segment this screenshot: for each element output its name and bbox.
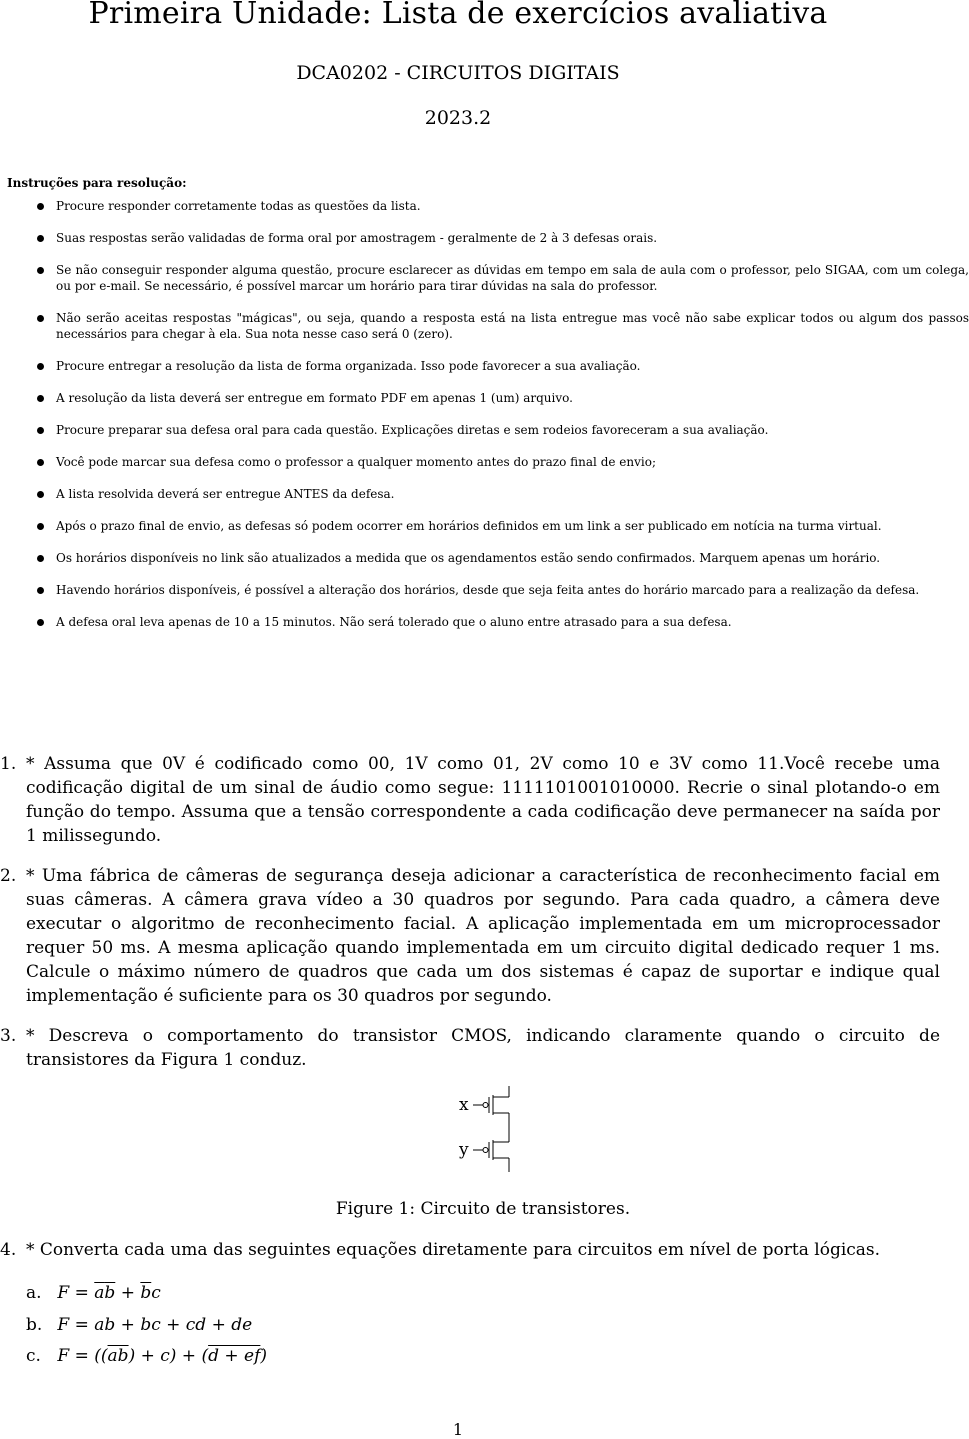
list-item [0, 454, 969, 470]
pmos-transistor-bottom [473, 1140, 509, 1172]
label-y: y [459, 1140, 469, 1160]
bullet-icon [37, 203, 44, 210]
bullet-icon [37, 523, 44, 530]
bullet-icon [37, 267, 44, 274]
bullet-icon [37, 491, 44, 498]
equation-label: b. [26, 1315, 43, 1335]
list-item [0, 310, 969, 342]
question-3 [0, 1024, 940, 1072]
course-code: DCA0202 - CIRCUITOS DIGITAIS [296, 62, 620, 84]
list-item [0, 198, 969, 214]
question-number: 2. [0, 866, 17, 886]
list-item [0, 390, 969, 406]
bullet-icon [37, 587, 44, 594]
equation-b [26, 1315, 252, 1335]
figure-caption: Figure 1: Circuito de transistores. [335, 1199, 631, 1219]
instruction-text: Os horários disponíveis no link são atualizados a medida que os agendamentos estão sendo confirmados. Marquem apenas um horário. [56, 551, 881, 565]
instruction-text: Suas respostas serão validadas de forma oral por amostragem - geralmente de 2 à 3 defesas orais. [56, 231, 658, 245]
equation-label: a. [26, 1283, 42, 1303]
instruction-text: A defesa oral leva apenas de 10 a 15 minutos. Não será tolerado que o aluno entre atrasado para a sua defesa. [56, 615, 732, 629]
instruction-text: Se não conseguir responder alguma questão, procure esclarecer as dúvidas em tempo em sala de aula com o professor, pelo SIGAA, com um colega, ou por e-mail. Se necessário, é possível marcar um horário para tirar dúvidas na sala do professor. [56, 263, 969, 293]
bullet-icon [37, 315, 44, 322]
bullet-icon [37, 459, 44, 466]
instruction-text: Procure preparar sua defesa oral para cada questão. Explicações diretas e sem rodeios favoreceram a sua avaliação. [56, 423, 769, 437]
term: 2023.2 [424, 107, 492, 129]
bullet-icon [37, 555, 44, 562]
instruction-text: A resolução da lista deverá ser entregue em formato PDF em apenas 1 (um) arquivo. [56, 391, 573, 405]
pmos-transistor-top [473, 1086, 509, 1140]
bullet-icon [37, 235, 44, 242]
instructions-list [0, 198, 969, 646]
instruction-text: Não serão aceitas respostas "mágicas", ou seja, quando a resposta está na lista entregue mas você não sabe explicar todos ou algum dos passos necessários para chegar à ela. Sua nota nesse caso será 0 (zero). [56, 311, 969, 341]
equation-expression: $F = ((\overline{ab}) + c) + (d + ef)$ [57, 1346, 268, 1366]
equation-expression: $F = \overline{a}\overline{b} + \overline{b}c$ [57, 1283, 161, 1303]
instruction-text: Havendo horários disponíveis, é possível a alteração dos horários, desde que seja feita antes do horário marcado para a realização da defesa. [56, 583, 920, 597]
instructions-heading: Instruções para resolução: [7, 176, 187, 190]
list-item [0, 230, 969, 246]
document-title: Primeira Unidade: Lista de exercícios avaliativa [88, 0, 828, 31]
question-text: * Assuma que 0V é codificado como 00, 1V como 01, 2V como 10 e 3V como 11.Você recebe uma codificação digital de um sinal de áudio como segue: 1111101001010000. Recrie o sinal plotando-o em função do tempo. Assuma que a tensão correspondente a cada codificação deve permanecer na saída por 1 milissegundo. [26, 754, 940, 846]
equation-expression: F = ab + bc + cd + de [57, 1315, 253, 1335]
question-1 [0, 752, 940, 848]
list-item [0, 262, 969, 294]
question-number: 1. [0, 754, 17, 774]
list-item [0, 358, 969, 374]
bullet-icon [37, 619, 44, 626]
question-number: 4. [0, 1240, 17, 1260]
question-4 [0, 1238, 940, 1262]
question-number: 3. [0, 1026, 17, 1046]
question-text: * Uma fábrica de câmeras de segurança deseja adicionar a característica de reconhecimento facial em suas câmeras. A câmera grava vídeo a 30 quadros por segundo. Para cada quadro, a câmera deve executar o algoritmo de reconhecimento facial. A aplicação implementada em um microprocessador requer 50 ms. A mesma aplicação quando implementada em um circuito digital dedicado requer 1 ms. Calcule o máximo número de quadros que cada um dos sistemas é capaz de suportar e indique qual implementação é suficiente para os 30 quadros por segundo. [26, 866, 940, 1006]
question-text: * Converta cada uma das seguintes equações diretamente para circuitos em nível de porta lógicas. [26, 1240, 881, 1260]
questions-list [0, 752, 940, 1088]
instruction-text: Você pode marcar sua defesa como o professor a qualquer momento antes do prazo final de envio; [56, 455, 657, 469]
instruction-text: Procure entregar a resolução da lista de forma organizada. Isso pode favorecer a sua avaliação. [56, 359, 641, 373]
instruction-text: Procure responder corretamente todas as questões da lista. [56, 199, 421, 213]
list-item [0, 486, 969, 502]
equation-a [26, 1283, 161, 1303]
transistor-circuit-figure [457, 1086, 537, 1176]
page-number: 1 [452, 1420, 464, 1439]
question-2 [0, 864, 940, 1008]
list-item [0, 614, 969, 630]
bullet-icon [37, 363, 44, 370]
label-x: x [459, 1095, 469, 1115]
list-item [0, 582, 969, 598]
list-item [0, 550, 969, 566]
list-item [0, 518, 969, 534]
list-item [0, 422, 969, 438]
equation-label: c. [26, 1346, 41, 1366]
equation-c [26, 1346, 267, 1366]
bullet-icon [37, 395, 44, 402]
instruction-text: A lista resolvida deverá ser entregue ANTES da defesa. [56, 487, 395, 501]
question-text: * Descreva o comportamento do transistor CMOS, indicando claramente quando o circuito de transistores da Figura 1 conduz. [26, 1026, 940, 1070]
bullet-icon [37, 427, 44, 434]
instruction-text: Após o prazo final de envio, as defesas só podem ocorrer em horários definidos em um link a ser publicado em notícia na turma virtual. [56, 519, 882, 533]
